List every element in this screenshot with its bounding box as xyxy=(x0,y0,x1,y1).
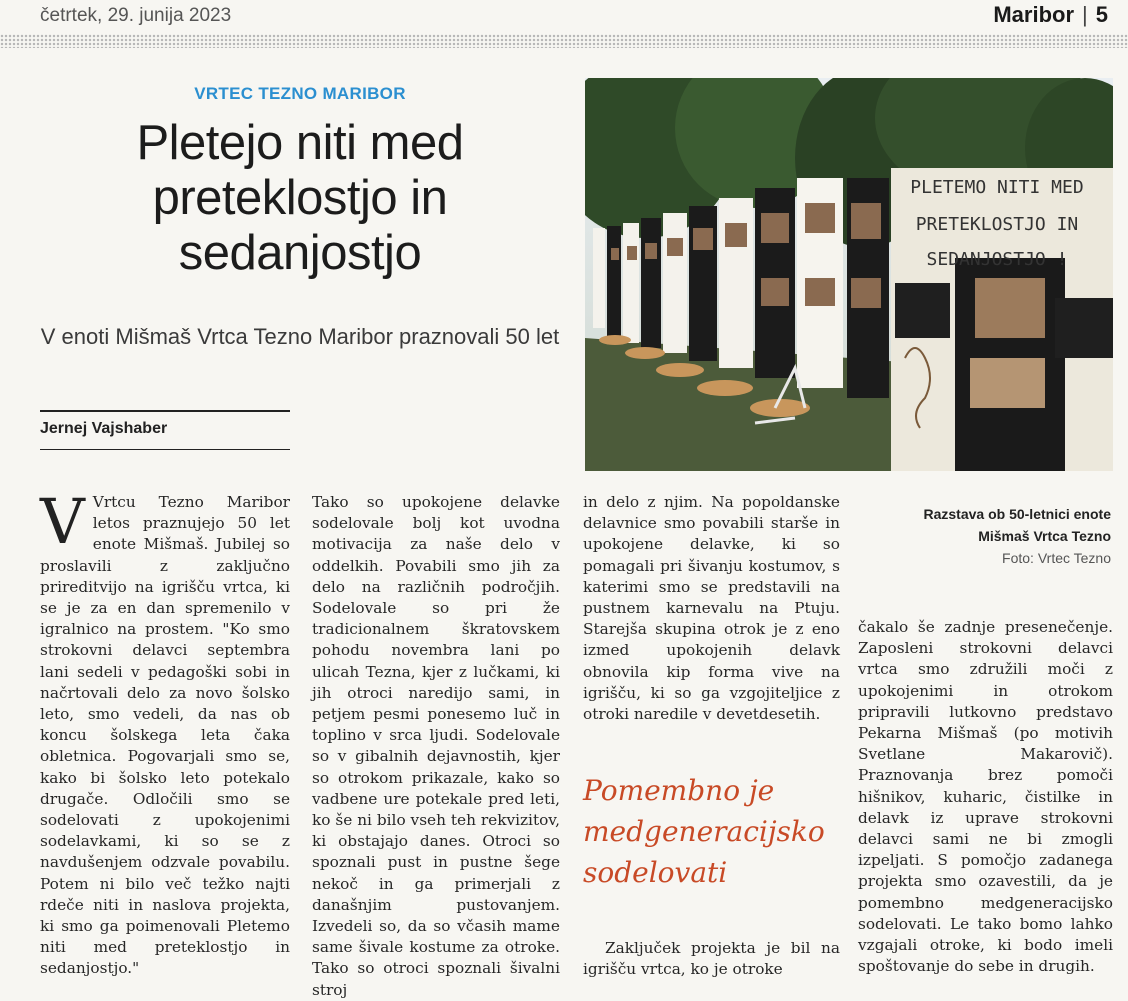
article-column-1 xyxy=(40,485,290,980)
article-subheading: Pomembno je medgeneracijsko sodelovati xyxy=(583,774,825,889)
article-headline: Pletejo niti med preteklostjo in sedanjostjo xyxy=(136,116,464,280)
exhibition-photo xyxy=(585,78,1113,471)
author-rule-bottom xyxy=(40,449,290,450)
article-column-4 xyxy=(858,617,1113,977)
photo-caption xyxy=(923,503,1111,569)
sign-line-3: SEDANJOSTJO ! xyxy=(926,249,1068,270)
board-photo-2 xyxy=(970,358,1045,408)
article-subhead: V enoti Mišmaš Vrtca Tezno Maribor praznovali 50 let xyxy=(40,324,560,349)
author-rule-top xyxy=(40,410,290,412)
column-3-end-text: Zaključek projekta je bil na igrišču vrtca, ko je otroke xyxy=(583,939,840,979)
section-separator: | xyxy=(1082,2,1088,27)
author-byline: Jernej Vajshaber xyxy=(40,420,168,437)
photo-credit: Foto: Vrtec Tezno xyxy=(1002,550,1111,566)
sign-line-1: PLETEMO NITI MED xyxy=(910,177,1084,198)
article-column-3 xyxy=(583,492,840,725)
column-2-text: Tako so upokojene delavke sodelovale bolj kot uvodna motivacija za naše delo v oddelkih. Povabili smo jih za delo na različnih področjih. Sodelovale so pri že tradicionalnem škratovskem pohodu novembra lani po ulicah Tezna, kjer z lučkami, ki jih otroci naredijo sami, in petjem pesmi ponesemo luč in toplino v srca ljudi. Sodelovale so v gibalnih dejavnostih, kjer so otrokom prikazale, kako so vadbene ure potekale pred leti, ko še ni bilo vseh teh rekvizitov, ki obstajajo danes. Otroci so spoznali pust in pustne šege nekoč in ga primerjali z današnjim pustovanjem. Izvedeli so, da so včasih mame same šivale kostume za otroke. Tako so otroci spoznali šivalni stroj xyxy=(312,493,560,999)
dotted-divider xyxy=(0,34,1128,48)
side-photo-1 xyxy=(895,283,950,338)
caption-line-1: Razstava ob 50-letnici enote xyxy=(923,506,1111,522)
section-name: Maribor xyxy=(993,2,1075,27)
issue-date: četrtek, 29. junija 2023 xyxy=(40,5,232,26)
article-column-2 xyxy=(312,492,560,1001)
section-label xyxy=(993,2,1108,28)
side-photo-2 xyxy=(1055,298,1113,358)
article-column-3-end xyxy=(583,938,840,980)
column-3-text: in delo z njim. Na popoldanske delavnice smo povabili starše in upokojene delavke, ki so pomagali pri šivanju kostumov, s katerimi smo se predstavili na pustnem karnevalu na Ptuju. Starejša skupina otrok je z eno izmed upokojenih delavk obnovila kip forma vive na igrišču, ki so ga vzgojiteljice z otroki naredile v devetdesetih. xyxy=(583,493,840,724)
caption-line-2: Mišmaš Vrtca Tezno xyxy=(978,528,1111,544)
drop-cap: V xyxy=(40,485,85,558)
page-number: 5 xyxy=(1095,2,1108,27)
article-kicker: VRTEC TEZNO MARIBOR xyxy=(194,84,406,103)
column-1-text: Vrtcu Tezno Maribor letos praznujejo 50 let enote Mišmaš. Jubilej so proslavili z zaključno prireditvijo na igrišču vrtca, ki se je za en dan spremenilo v igralnico na prostem. "Ko smo strokovni delavci septembra lani sedeli v pedagoški sobi in načrtovali delo za novo šolsko leto, smo vedeli, da nas ob koncu šolskega leta čaka obletnica. Pogovarjali smo se, kako bi šolsko leto potekalo drugače. Odločili smo se sodelovati z upokojenimi sodelavkami, ki so se z navdušenjem odzvale povabilu. Potem ni bilo več težko najti rdeče niti in naslova projekta, ki smo ga poimenovali Pletemo niti med preteklostjo in sedanjostjo." xyxy=(40,493,290,978)
column-4-text: čakalo še zadnje presenečenje. Zaposleni strokovni delavci vrtca smo združili moči z upokojenimi in otrokom pripravili lutkovno predstavo Pekarna Mišmaš (po motivih Svetlane Makarovič). Praznovanja brez pomoči hišnikov, kuharic, čistilke in delavk iz uprave strokovni delavci sami ne bi zmogli izpeljati. S pomočjo zadanega projekta smo ozavestili, da je pomembno medgeneracijsko sodelovati. Le tako bomo lahko vzgajali otroke, ki bodo imeli spoštovanje do sebe in drugih. xyxy=(858,618,1113,976)
article-photo xyxy=(585,78,1113,471)
board-photo-1 xyxy=(975,278,1045,338)
sign-line-2: PRETEKLOSTJO IN xyxy=(915,214,1079,235)
